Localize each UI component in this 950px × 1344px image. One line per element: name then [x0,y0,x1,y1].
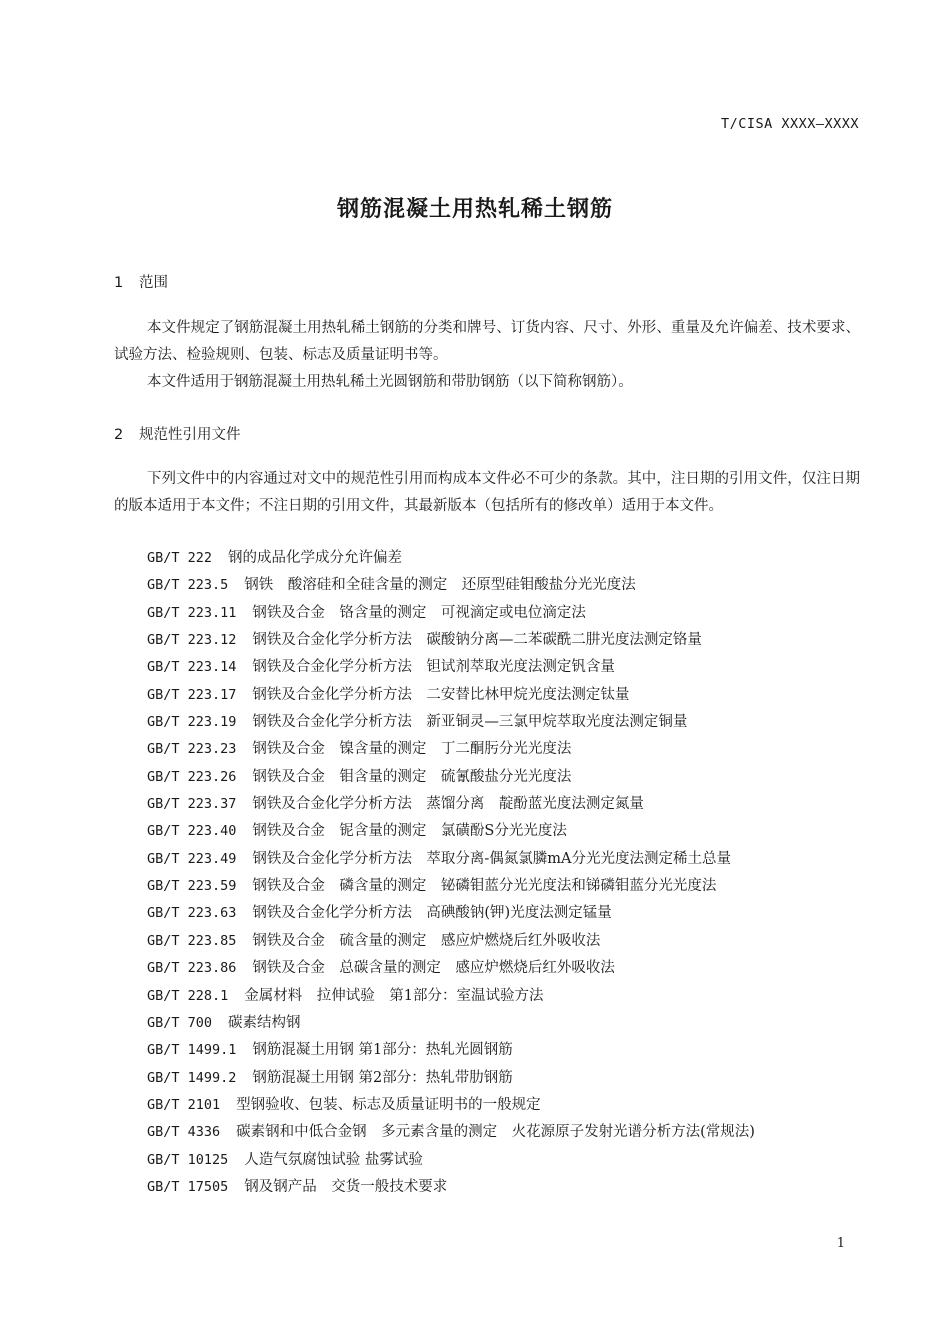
reference-title: 钢铁及合金化学分析方法 蒸馏分离 靛酚蓝光度法测定氮量 [252,796,644,813]
reference-item [147,818,755,845]
normative-references-list [147,545,755,1201]
reference-code: GB/T 223.40 [147,823,237,840]
reference-item [147,736,755,763]
reference-item [147,983,755,1010]
section-1-paragraph-2: 本文件适用于钢筋混凝土用热轧稀土光圆钢筋和带肋钢筋（以下简称钢筋）。 [147,374,633,390]
reference-item [147,654,755,681]
standard-code: T/CISA XXXX—XXXX [720,116,859,132]
reference-title: 钢铁及合金 钼含量的测定 硫氰酸盐分光光度法 [252,768,572,785]
reference-item [147,1092,755,1119]
reference-item [147,1037,755,1064]
reference-code: GB/T 222 [147,550,213,566]
reference-code: GB/T 17505 [147,1178,229,1195]
reference-item [147,545,755,572]
reference-item [147,1119,755,1146]
reference-title: 钢及钢产品 交货一般技术要求 [244,1178,448,1195]
reference-code: GB/T 10125 [147,1151,229,1168]
reference-title: 钢铁 酸溶硅和全硅含量的测定 还原型硅钼酸盐分光光度法 [244,577,636,594]
reference-title: 人造气氛腐蚀试验 盐雾试验 [244,1151,423,1168]
reference-code: GB/T 223.37 [147,796,237,813]
reference-title: 钢铁及合金化学分析方法 萃取分离-偶氮氯膦mA分光光度法测定稀土总量 [252,850,732,867]
reference-item [147,600,755,627]
reference-title: 碳素钢和中低合金钢 多元素含量的测定 火花源原子发射光谱分析方法(常规法) [236,1124,755,1141]
document-title: 钢筋混凝土用热轧稀土钢筋 [336,197,613,222]
reference-title: 钢铁及合金 镍含量的测定 丁二酮肟分光光度法 [252,741,572,758]
reference-item [147,846,755,873]
reference-item [147,1147,755,1174]
reference-item [147,764,755,791]
reference-item [147,682,755,709]
section-number: 2 [114,427,124,443]
reference-code: GB/T 1499.1 [147,1042,237,1059]
reference-code: GB/T 223.17 [147,686,237,703]
reference-title: 碳素结构钢 [228,1014,301,1031]
reference-item [147,572,755,599]
reference-code: GB/T 1499.2 [147,1069,237,1086]
reference-item [147,791,755,818]
reference-code: GB/T 228.1 [147,987,229,1004]
reference-item [147,1174,755,1201]
reference-title: 钢铁及合金 铌含量的测定 氯磺酚S分光光度法 [252,823,567,840]
reference-code: GB/T 2101 [147,1096,221,1113]
section-title: 规范性引用文件 [139,427,241,443]
reference-item [147,709,755,736]
section-2-heading [114,423,241,444]
reference-code: GB/T 223.59 [147,878,237,895]
reference-title: 型钢验收、包装、标志及质量证明书的一般规定 [236,1096,541,1113]
section-2-paragraph-1: 下列文件中的内容通过对文中的规范性引用而构成本文件必不可少的条款。其中，注日期的引用文件，仅注日期的版本适用于本文件；不注日期的引用文件，其最新版本（包括所有的修改单）适用于本文件。 [114,471,860,514]
section-number: 1 [114,275,124,291]
reference-code: GB/T 4336 [147,1124,221,1141]
reference-title: 金属材料 拉伸试验 第1部分：室温试验方法 [244,987,544,1004]
reference-code: GB/T 223.14 [147,659,237,676]
reference-code: GB/T 223.26 [147,768,237,785]
reference-code: GB/T 223.85 [147,932,237,949]
reference-code: GB/T 700 [147,1014,213,1031]
reference-title: 钢的成品化学成分允许偏差 [228,550,403,566]
reference-code: GB/T 223.49 [147,850,237,867]
reference-code: GB/T 223.12 [147,632,237,649]
reference-item [147,873,755,900]
reference-title: 钢铁及合金化学分析方法 高碘酸钠(钾)光度法测定锰量 [252,905,612,922]
reference-code: GB/T 223.23 [147,741,237,758]
reference-item [147,928,755,955]
reference-title: 钢筋混凝土用钢 第2部分：热轧带肋钢筋 [252,1069,513,1086]
reference-title: 钢铁及合金化学分析方法 钽试剂萃取光度法测定钒含量 [252,659,615,676]
reference-code: GB/T 223.5 [147,577,229,594]
reference-title: 钢铁及合金化学分析方法 二安替比林甲烷光度法测定钛量 [252,686,630,703]
reference-code: GB/T 223.86 [147,960,237,977]
reference-code: GB/T 223.63 [147,905,237,922]
reference-title: 钢筋混凝土用钢 第1部分：热轧光圆钢筋 [252,1042,513,1059]
section-title: 范围 [139,275,168,291]
section-1-paragraph-1: 本文件规定了钢筋混凝土用热轧稀土钢筋的分类和牌号、订货内容、尺寸、外形、重量及允许偏差、技术要求、试验方法、检验规则、包装、标志及质量证明书等。 [114,320,860,363]
reference-title: 钢铁及合金 总碳含量的测定 感应炉燃烧后红外吸收法 [252,960,615,977]
reference-item [147,1065,755,1092]
reference-item [147,627,755,654]
reference-title: 钢铁及合金化学分析方法 新亚铜灵—三氯甲烷萃取光度法测定铜量 [252,714,688,731]
section-1-heading [114,271,168,292]
reference-item [147,955,755,982]
reference-item [147,1010,755,1037]
reference-title: 钢铁及合金 磷含量的测定 铋磷钼蓝分光光度法和锑磷钼蓝分光光度法 [252,878,717,895]
page-number: 1 [836,1236,845,1251]
reference-item [147,900,755,927]
reference-title: 钢铁及合金 铬含量的测定 可视滴定或电位滴定法 [252,604,586,621]
reference-code: GB/T 223.11 [147,604,237,621]
reference-title: 钢铁及合金 硫含量的测定 感应炉燃烧后红外吸收法 [252,932,601,949]
reference-title: 钢铁及合金化学分析方法 碳酸钠分离—二苯碳酰二肼光度法测定铬量 [252,632,702,649]
reference-code: GB/T 223.19 [147,714,237,731]
